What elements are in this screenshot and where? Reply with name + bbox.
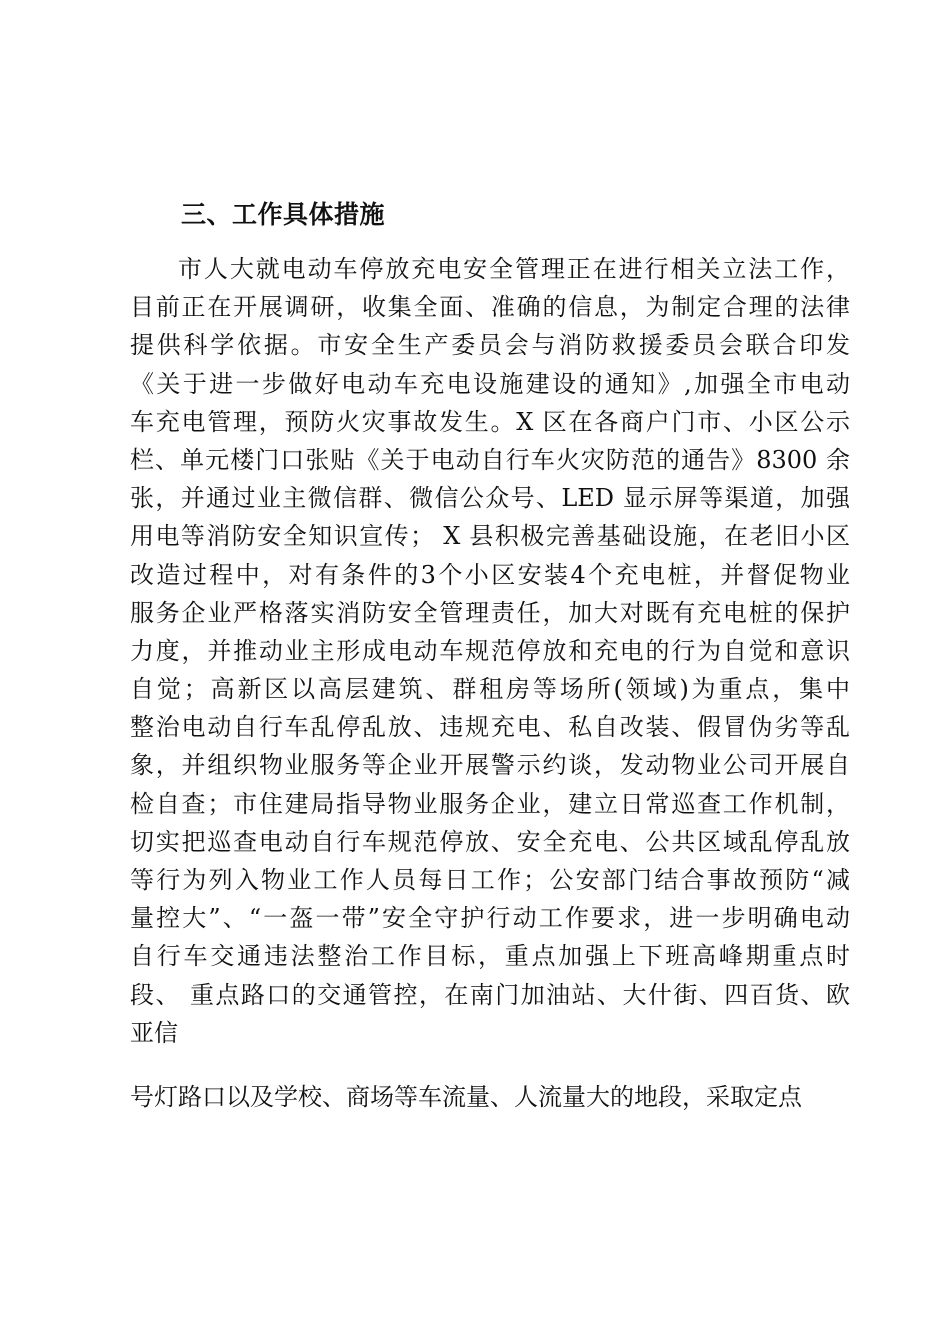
paragraph-line: 自觉；高新区以高层建筑、群租房等场所(领域)为重点，集中 xyxy=(130,675,850,704)
paragraph-line: 用电等消防安全知识宣传； X 县积极完善基础设施，在老旧小区 xyxy=(130,522,850,551)
paragraph-line: 改造过程中，对有条件的3个小区安装4个充电桩，并督促物业 xyxy=(130,560,850,589)
paragraph-line: 段、 重点路口的交通管控，在南门加油站、大什街、四百货、欧 xyxy=(130,980,850,1009)
paragraph-line: 切实把巡查电动自行车规范停放、安全充电、公共区域乱停乱放 xyxy=(130,827,850,856)
paragraph-line: 车充电管理，预防火灾事故发生。X 区在各商户门市、小区公示 xyxy=(130,407,850,436)
body-paragraph xyxy=(130,250,850,1052)
paragraph-line: 整治电动自行车乱停乱放、违规充电、私自改装、假冒伪劣等乱 xyxy=(130,713,850,742)
paragraph-line: 量控大”、“一盔一带”安全守护行动工作要求，进一步明确电动 xyxy=(130,904,850,933)
paragraph-line: 力度，并推动业主形成电动车规范停放和充电的行为自觉和意识 xyxy=(130,636,850,665)
paragraph-line: 等行为列入物业工作人员每日工作；公安部门结合事故预防“减 xyxy=(130,866,850,894)
paragraph-line: 检自查；市住建局指导物业服务企业，建立日常巡查工作机制， xyxy=(130,789,850,818)
paragraph-line: 号灯路口以及学校、商场等车流量、人流量大的地段，采取定点 xyxy=(130,1083,802,1111)
paragraph-line: 栏、单元楼门口张贴《关于电动自行车火灾防范的通告》8300 余 xyxy=(130,445,850,474)
paragraph-line: 象，并组织物业服务等企业开展警示约谈，发动物业公司开展自 xyxy=(130,751,850,780)
paragraph-line: 《关于进一步做好电动车充电设施建设的通知》,加强全市电动 xyxy=(130,369,850,398)
paragraph-line: 目前正在开展调研，收集全面、准确的信息，为制定合理的法律 xyxy=(130,293,850,322)
paragraph-line: 服务企业严格落实消防安全管理责任，加大对既有充电桩的保护 xyxy=(130,598,850,627)
paragraph-line: 张，并通过业主微信群、微信公众号、LED 显示屏等渠道，加强 xyxy=(130,484,850,513)
paragraph-line: 提供科学依据。市安全生产委员会与消防救援委员会联合印发 xyxy=(130,331,850,360)
paragraph-line: 自行车交通违法整治工作目标，重点加强上下班高峰期重点时 xyxy=(130,942,850,971)
section-heading: 三、工作具体措施 xyxy=(181,200,386,229)
paragraph-line: 亚信 xyxy=(130,1018,178,1047)
continuation-paragraph xyxy=(130,1078,830,1116)
paragraph-line: 市人大就电动车停放充电安全管理正在进行相关立法工作， xyxy=(178,255,850,283)
